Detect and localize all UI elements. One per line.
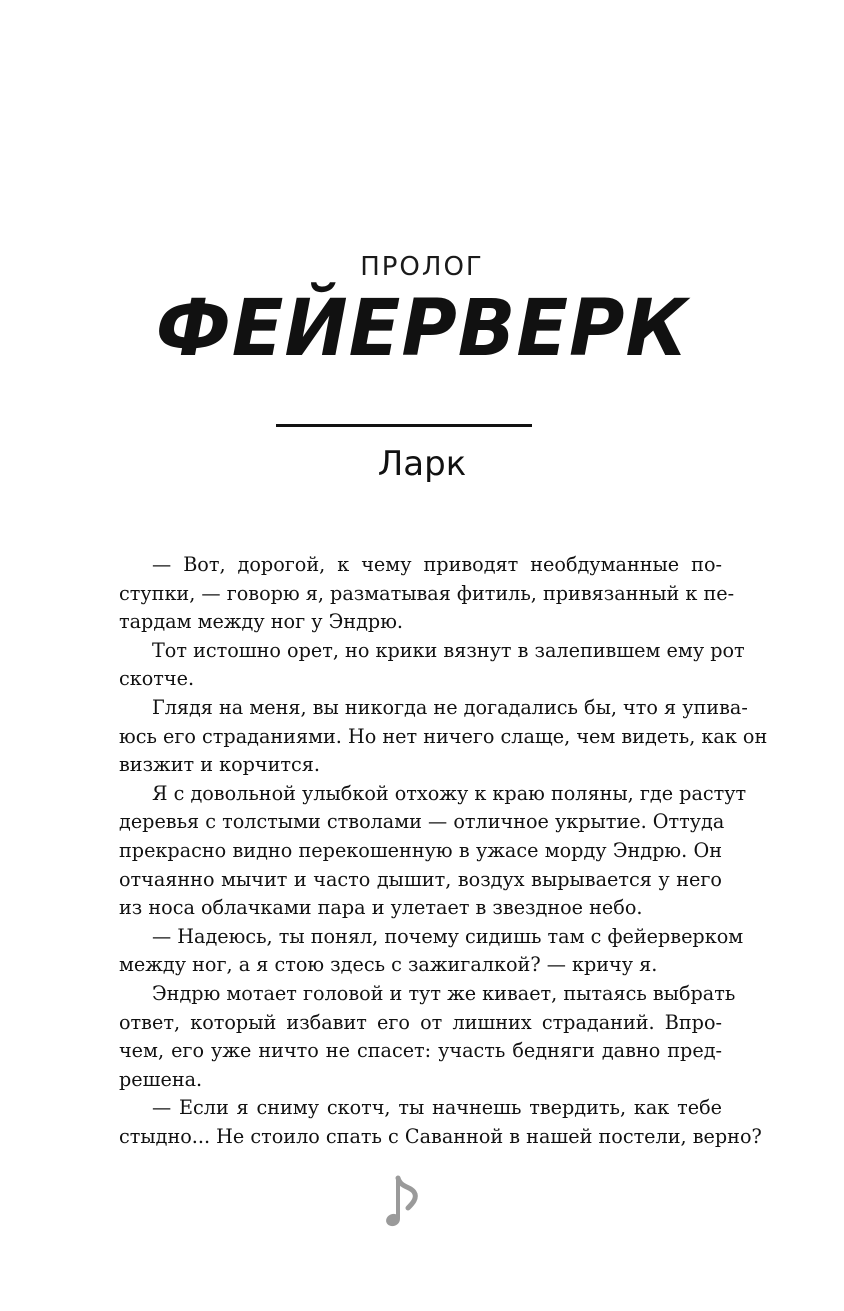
text-line: — Если я сниму скотч, ты начнешь твердить, как тебе: [152, 1096, 722, 1120]
text-line: тардам между ног у Эндрю.: [119, 610, 403, 634]
text-line: деревья с толстыми стволами — отличное укрытие. Оттуда: [119, 810, 725, 834]
text-line: Глядя на меня, вы никогда не догадались бы, что я упива-: [152, 695, 748, 719]
text-line: визжит и корчится.: [119, 753, 320, 777]
text-line: ответ, который избавит его от лишних страданий. Впро-: [119, 1010, 722, 1034]
text-line: отчаянно мычит и часто дышит, воздух вырывается у него: [119, 867, 722, 891]
text-line: скотче.: [119, 667, 195, 691]
paragraph: [119, 551, 735, 637]
text-line: — Вот, дорогой, к чему приводят необдуманные по-: [152, 553, 722, 576]
chapter-body: [119, 551, 768, 1151]
chapter-title: ФЕЙЕРВЕРК: [155, 284, 689, 374]
chapter-narrator: Ларк: [377, 444, 467, 484]
paragraph: [119, 923, 744, 980]
text-line: Я с довольной улыбкой отхожу к краю поляны, где растут: [152, 781, 747, 805]
text-line: из носа облачками пара и улетает в звездное небо.: [119, 896, 643, 920]
text-line: юсь его страданиями. Но нет ничего слаще, чем видеть, как он: [119, 724, 768, 748]
text-line: Тот истошно орет, но крики вязнут в залепившем ему рот: [152, 638, 745, 662]
title-divider: [276, 424, 532, 427]
paragraph: [119, 694, 768, 780]
text-line: стыдно... Не стоило спать с Саванной в нашей постели, верно?: [119, 1124, 762, 1148]
paragraph: [119, 637, 745, 694]
text-line: чем, его уже ничто не спасет: участь бедняги давно пред-: [119, 1039, 722, 1063]
text-line: — Надеюсь, ты понял, почему сидишь там с фейерверком: [152, 924, 744, 948]
text-line: Эндрю мотает головой и тут же кивает, пытаясь выбрать: [152, 981, 736, 1005]
paragraph: [119, 780, 747, 923]
text-line: ступки, — говорю я, разматывая фитиль, привязанный к пе-: [119, 581, 735, 605]
text-line: прекрасно видно перекошенную в ужасе морду Эндрю. Он: [119, 838, 722, 862]
music-note-icon: [384, 1170, 428, 1232]
text-line: решена.: [119, 1067, 203, 1091]
paragraph: [119, 980, 736, 1094]
paragraph: [119, 1094, 762, 1151]
text-line: между ног, а я стою здесь с зажигалкой? — кричу я.: [119, 953, 658, 977]
chapter-kicker: ПРОЛОГ: [360, 252, 484, 282]
